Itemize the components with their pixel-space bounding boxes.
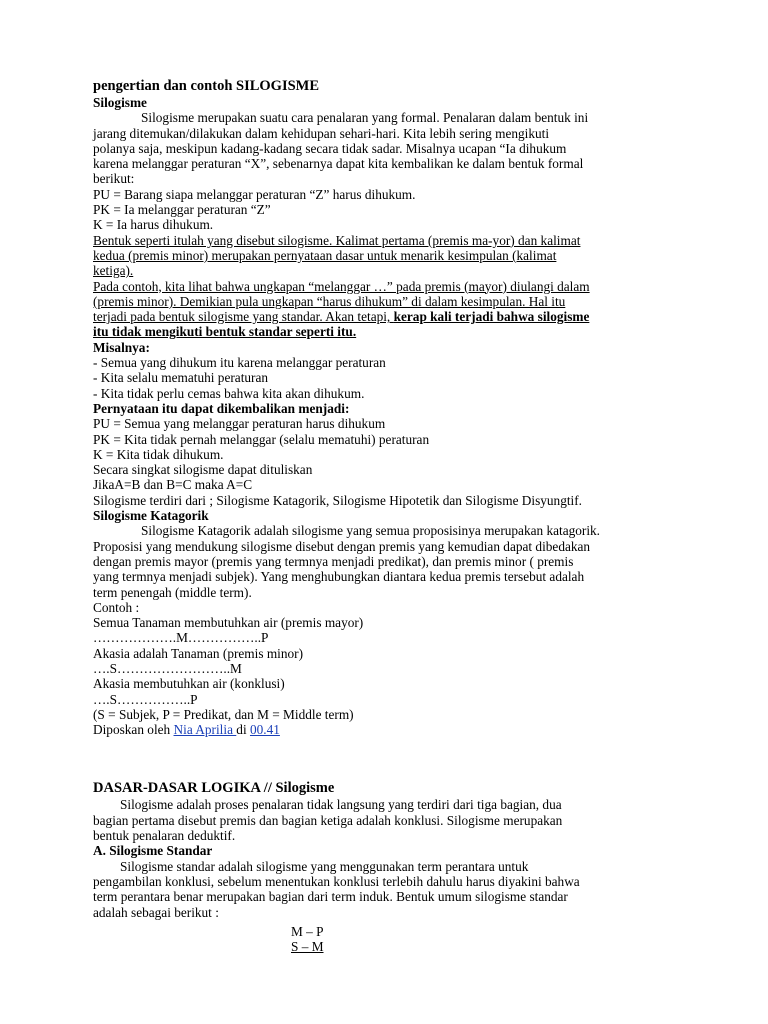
paragraph-line: jarang ditemukan/dilakukan dalam kehidupan sehari-hari. Kita lebih sering mengikuti bbox=[93, 125, 550, 141]
mixed-emphasis-line bbox=[93, 309, 698, 324]
list-item: - Kita tidak perlu cemas bahwa kita akan dihukum. bbox=[93, 385, 365, 401]
formula-line bbox=[93, 939, 698, 954]
article2-title: DASAR-DASAR LOGIKA // Silogisme bbox=[93, 780, 335, 797]
example-line: Semua Tanaman membutuhkan air (premis mayor) bbox=[93, 615, 364, 631]
list-item: - Semua yang dihukum itu karena melanggar peraturan bbox=[93, 355, 386, 371]
paragraph-line: Silogisme adalah proses penalaran tidak langsung yang terdiri dari tiga bagian, dua bbox=[120, 797, 562, 813]
premise-major: PU = Barang siapa melanggar peraturan “Z” harus dihukum. bbox=[93, 186, 416, 202]
conclusion: K = Ia harus dihukum. bbox=[93, 217, 214, 233]
paragraph-line: JikaA=B dan B=C maka A=C bbox=[93, 477, 253, 493]
posted-prefix: Diposkan oleh bbox=[93, 722, 174, 738]
paragraph-line: bentuk penalaran deduktif. bbox=[93, 828, 236, 844]
paragraph-line: dengan premis mayor (premis yang termnya menjadi predikat), dan premis minor ( premis bbox=[93, 553, 574, 569]
article-title: pengertian dan contoh SILOGISME bbox=[93, 78, 320, 94]
section-heading-silogisme: Silogisme bbox=[93, 95, 147, 110]
section-heading-standar: A. Silogisme Standar bbox=[93, 843, 213, 859]
example-line: Akasia membutuhkan air (konklusi) bbox=[93, 676, 285, 692]
list-item: K = Kita tidak dihukum. bbox=[93, 446, 224, 462]
underlined-line: Bentuk seperti itulah yang disebut silogisme. Kalimat pertama (premis ma-yor) dan kalimat bbox=[93, 232, 581, 248]
formula-underlined: S – M bbox=[291, 939, 324, 955]
paragraph-line: Secara singkat silogisme dapat dituliskan bbox=[93, 462, 313, 478]
example-line: Akasia adalah Tanaman (premis minor) bbox=[93, 645, 304, 661]
mixed-normal-text: terjadi pada bentuk silogisme yang standar. Akan tetapi, bbox=[93, 309, 394, 325]
formula-line: M – P bbox=[291, 923, 324, 939]
paragraph-line: bagian pertama disebut premis dan bagian ketiga adalah konklusi. Silogisme merupakan bbox=[93, 812, 563, 828]
example-line: ….S……………..P bbox=[93, 691, 198, 707]
paragraph-line: karena melanggar peraturan “X”, sebenarnya dapat kita kembalikan ke dalam bentuk formal bbox=[93, 156, 584, 172]
paragraph-line: pengambilan konklusi, sebelum menentukan konklusi terlebih dahulu harus diyakini bahwa bbox=[93, 873, 580, 889]
list-item: PK = Kita tidak pernah melanggar (selalu mematuhi) peraturan bbox=[93, 431, 430, 447]
paragraph-line: polanya saja, meskipun kadang-kadang secara tidak sadar. Misalnya ucapan “Ia dihukum bbox=[93, 140, 567, 156]
underlined-line: kedua (premis minor) merupakan pernyataan dasar untuk menarik kesimpulan (kalimat bbox=[93, 247, 557, 263]
posted-by-line bbox=[93, 722, 698, 737]
paragraph-line: Proposisi yang mendukung silogisme disebut dengan premis yang kemudian dapat dibedakan bbox=[93, 538, 591, 554]
paragraph-line: term perantara benar merupakan bagian dari term induk. Bentuk umum silogisme standar bbox=[93, 889, 568, 905]
list-item: - Kita selalu mematuhi peraturan bbox=[93, 370, 269, 386]
timestamp-link[interactable]: 00.41 bbox=[249, 722, 280, 738]
bold-underlined-line: itu tidak mengikuti bentuk standar seperti itu. bbox=[93, 324, 357, 340]
underlined-line: ketiga). bbox=[93, 263, 134, 279]
paragraph-line: term penengah (middle term). bbox=[93, 584, 252, 600]
example-line: Contoh : bbox=[93, 599, 140, 615]
paragraph-line: adalah sebagai berikut : bbox=[93, 904, 219, 920]
section-heading-katagorik: Silogisme Katagorik bbox=[93, 508, 209, 524]
paragraph-line: Silogisme Katagorik adalah silogisme yang semua proposisinya merupakan katagorik. bbox=[141, 523, 601, 539]
example-line: (S = Subjek, P = Predikat, dan M = Middle term) bbox=[93, 706, 354, 722]
underlined-line: (premis minor). Demikian pula ungkapan “harus dihukum” di dalam kesimpulan. Hal itu bbox=[93, 293, 566, 309]
paragraph-line: Silogisme merupakan suatu cara penalaran yang formal. Penalaran dalam bentuk ini bbox=[141, 110, 589, 126]
misalnya-label: Misalnya: bbox=[93, 339, 150, 355]
example-line: ….S……………………..M bbox=[93, 660, 242, 676]
restate-label: Pernyataan itu dapat dikembalikan menjadi: bbox=[93, 400, 350, 416]
list-item: PU = Semua yang melanggar peraturan harus dihukum bbox=[93, 416, 386, 432]
paragraph-line: berikut: bbox=[93, 171, 135, 187]
author-link[interactable]: Nia Aprilia bbox=[173, 722, 237, 738]
premise-minor: PK = Ia melanggar peraturan “Z” bbox=[93, 202, 271, 218]
underlined-line: Pada contoh, kita lihat bahwa ungkapan “melanggar …” pada premis (mayor) diulangi dalam bbox=[93, 278, 590, 294]
example-line: ……………….M……………..P bbox=[93, 630, 269, 646]
paragraph-line: Silogisme standar adalah silogisme yang menggunakan term perantara untuk bbox=[120, 858, 529, 874]
paragraph-line: yang termnya menjadi subjek). Yang menghubungkan diantara kedua premis tersebut adalah bbox=[93, 569, 585, 585]
mixed-bold-text: kerap kali terjadi bahwa silogisme bbox=[393, 309, 590, 325]
posted-mid: di bbox=[236, 722, 250, 738]
paragraph-line: Silogisme terdiri dari ; Silogisme Katagorik, Silogisme Hipotetik dan Silogisme Disyungtif. bbox=[93, 492, 582, 508]
